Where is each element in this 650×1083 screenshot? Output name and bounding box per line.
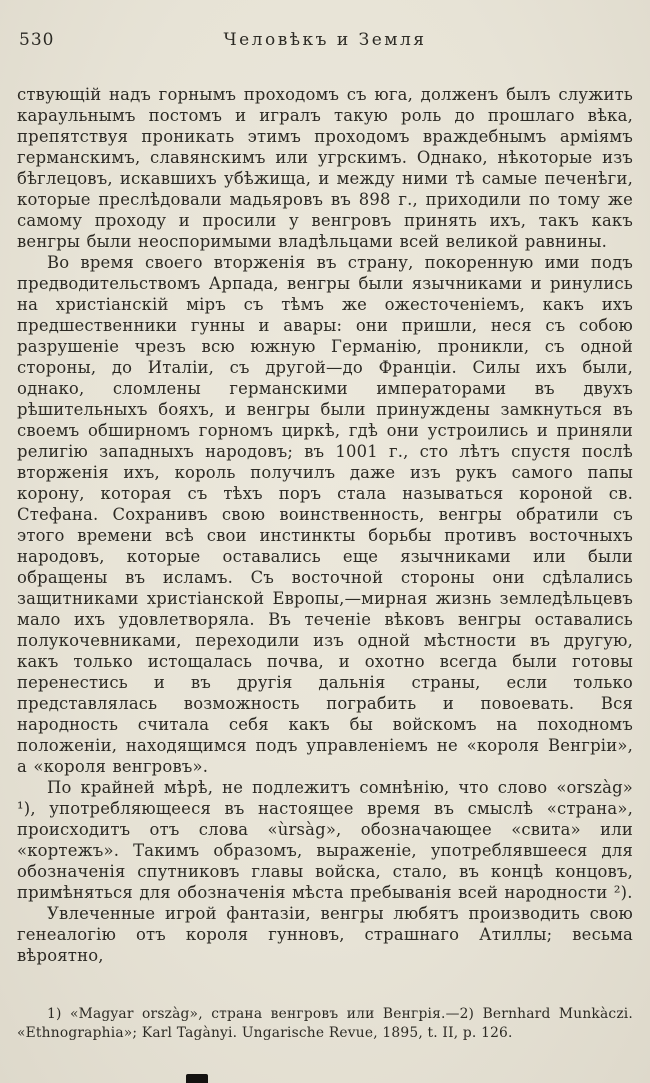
body-paragraph: ствующій надъ горнымъ проходомъ съ юга, долженъ былъ служить караульнымъ постомъ и игралъ такую роль до прошлаго вѣка, препятствуя проникать этимъ проходомъ враждебнымъ арміямъ германскимъ, славянскимъ или угрскимъ. Однако, нѣкоторые изъ бѣглецовъ, искавшихъ убѣжища, и между ними тѣ самые печенѣги, которые преслѣдовали мадьяровъ въ 898 г., приходили по тому же самому проходу и просили у венгровъ принять ихъ, такъ какъ венгры были неоспоримыми владѣльцами всей великой равнины. — [17, 85, 633, 251]
body-paragraph: По крайней мѣрѣ, не подлежитъ сомнѣнію, что слово «orszàg» ¹), употребляющееся въ настоящее время въ смыслѣ «страна», происходитъ отъ слова «ùrsàg», обозначающее «свита» или «кортежъ». Такимъ образомъ, выраженіе, употреблявшееся для обозначенія спутниковъ главы войска, стало, въ концѣ концовъ, примѣняться для обозначенія мѣста пребыванія всей народности ²). — [17, 778, 633, 902]
page-body — [17, 84, 633, 966]
page-number: 530 — [19, 30, 55, 50]
page-header — [17, 30, 633, 58]
running-title: Человѣкъ и Земля — [223, 30, 427, 50]
footnote: 1) «Magyar orszàg», страна венгровъ или Венгрія.—2) Bernhard Munkàczi. «Ethnographia»; Karl Tagànyi. Ungarische Revue, 1895, t. II, p. 126. — [17, 1006, 633, 1041]
body-paragraph: Увлеченные игрой фантазіи, венгры любятъ производить свою генеалогію отъ короля гунновъ, страшнаго Атиллы; весьма вѣроятно, — [17, 904, 633, 965]
body-paragraph: Во время своего вторженія въ страну, покоренную ими подъ предводительствомъ Арпада, венгры были язычниками и ринулись на христіанскій міръ съ тѣмъ же ожесточеніемъ, какъ ихъ предшественники гунны и авары: они пришли, неся съ собою разрушеніе чрезъ всю южную Германію, проникли, съ одной стороны, до Италіи, съ другой—до Франціи. Силы ихъ были, однако, сломлены германскими императорами въ двухъ рѣшительныхъ бояхъ, и венгры были принуждены замкнуться въ своемъ обширномъ горномъ циркѣ, гдѣ они устроились и приняли религію западныхъ народовъ; въ 1001 г., сто лѣтъ спустя послѣ вторженія ихъ, король получилъ даже изъ рукъ самого папы корону, которая съ тѣхъ поръ стала называться короной св. Стефана. Сохранивъ свою воинственность, венгры обратили съ этого времени всѣ свои инстинкты борьбы противъ восточныхъ народовъ, которые оставались еще язычниками или были обращены въ исламъ. Съ восточной стороны они сдѣлались защитниками христіанской Европы,—мирная жизнь земледѣльцевъ мало ихъ удовлетворяла. Въ теченіе вѣковъ венгры оставались полукочевниками, переходили изъ одной мѣстности въ другую, какъ только истощалась почва, и охотно всегда были готовы перенестись и въ другія дальнія страны, если только представлялась возможность пограбить и повоевать. Вся народность считала себя какъ бы войскомъ на походномъ положеніи, находящимся подъ управленіемъ не «короля Венгріи», а «короля венгровъ». — [17, 253, 633, 776]
scan-artifact-mark — [186, 1074, 208, 1083]
